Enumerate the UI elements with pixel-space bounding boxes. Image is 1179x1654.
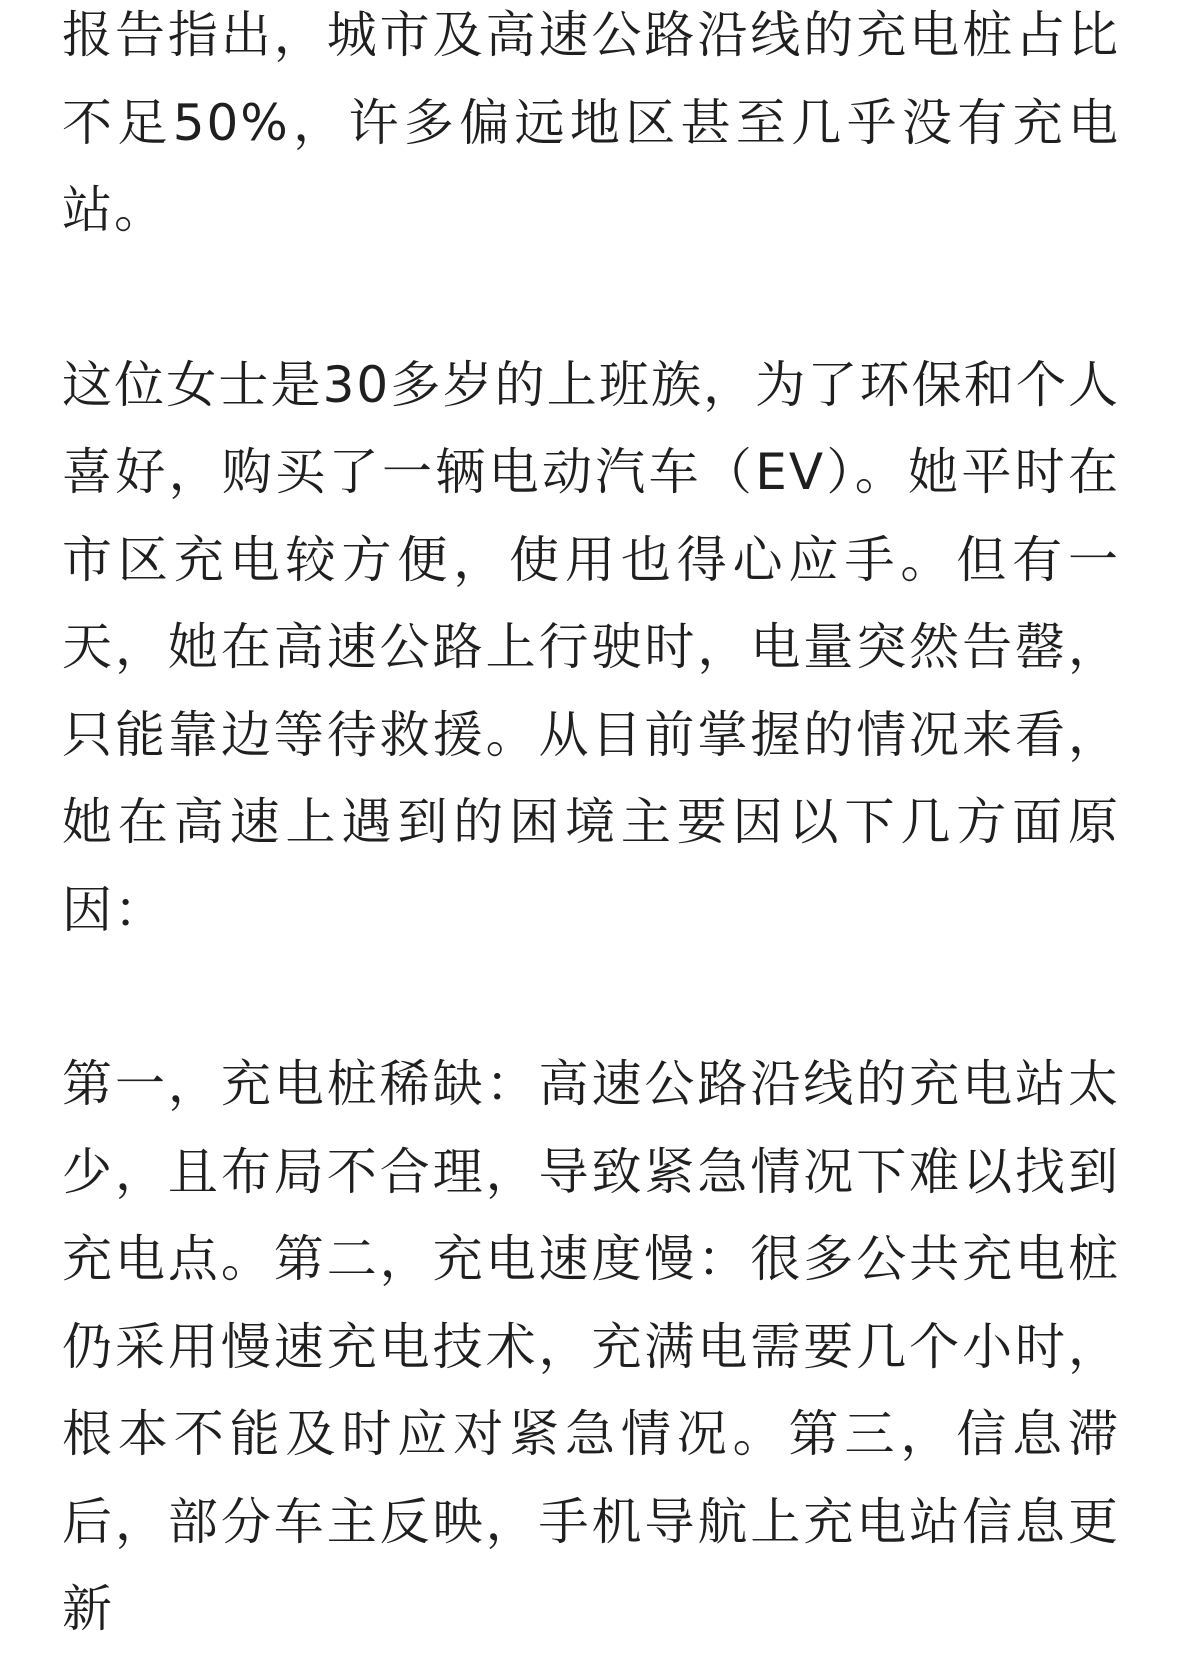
paragraph-charging-report: 报告指出，城市及高速公路沿线的充电桩占比不足50%，许多偏远地区甚至几乎没有充电站。 <box>62 6 1120 239</box>
paragraph-reasons: 第一，充电桩稀缺：高速公路沿线的充电站太少，且布局不合理，导致紧急情况下难以找到充电点。第二，充电速度慢：很多公共充电桩仍采用慢速充电技术，充满电需要几个小时，根本不能及时应对紧急情况。第三，信息滞后，部分车主反映，手机导航上充电站信息更新 <box>62 1055 1120 1638</box>
article-body <box>62 0 1120 1654</box>
paragraph-ev-owner-story: 这位女士是30多岁的上班族，为了环保和个人喜好，购买了一辆电动汽车（EV）。她平时在市区充电较方便，使用也得心应手。但有一天，她在高速公路上行驶时，电量突然告罄，只能靠边等待救援。从目前掌握的情况来看，她在高速上遇到的困境主要因以下几方面原因： <box>62 355 1120 939</box>
